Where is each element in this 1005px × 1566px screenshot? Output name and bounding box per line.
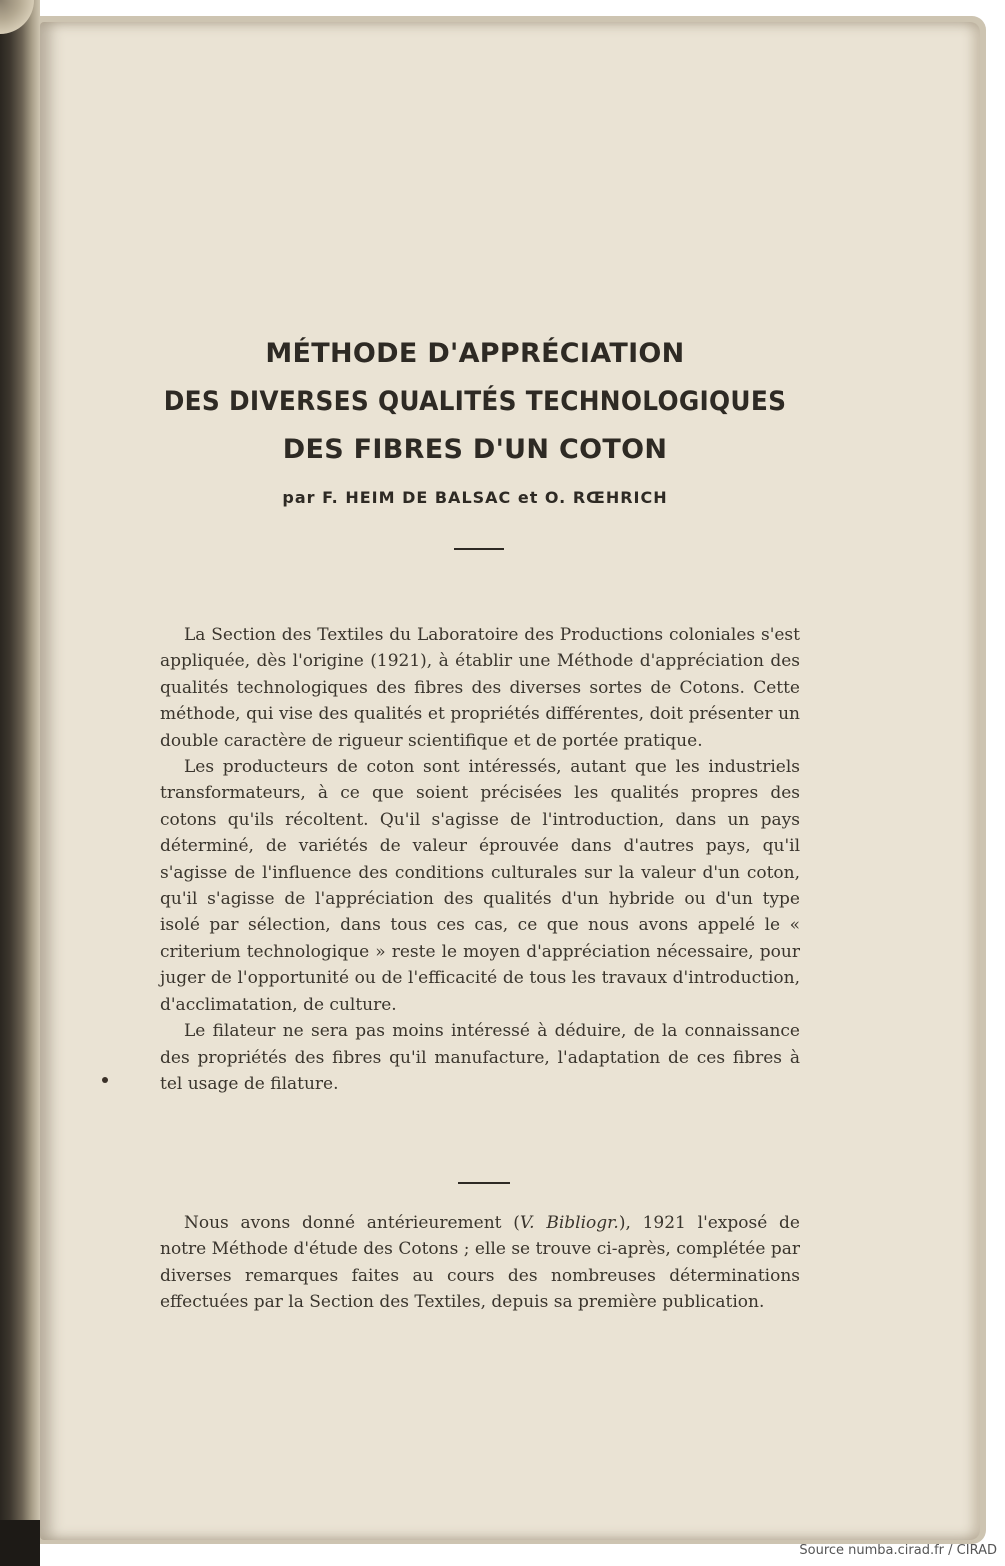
paragraph-4-text-b: ), 1921 l'exposé de notre Méthode d'étude des Cotons ; elle se trouve ci-après, complétée par diverses remarques faites au cours des nombreuses déterminations effectuées par la Section des Textiles, depuis sa première publication.	[160, 1213, 800, 1313]
book-spine	[0, 0, 40, 1545]
paragraph-4	[160, 1210, 800, 1316]
separator-rule	[454, 548, 504, 550]
body-section-2	[160, 1210, 800, 1316]
article-authors: par F. HEIM DE BALSAC et O. RŒHRICH	[282, 488, 668, 507]
paragraph-2: Les producteurs de coton sont intéressés, autant que les industriels transformateurs, à ce que soient précisées les qualités propres des cotons qu'ils récoltent. Qu'il s'agisse de l'introduction, dans un pays déterminé, de variétés de valeur éprouvée dans d'autres pays, qu'il s'agisse de l'influence des conditions culturales sur la valeur d'un coton, qu'il s'agisse de l'appréciation des qualités d'un hybride ou d'un type isolé par sélection, dans tous ces cas, ce que nous avons appelé le « criterium technologique » reste le moyen d'appréciation nécessaire, pour juger de l'opportunité ou de l'efficacité de tous les travaux d'introduction, d'acclimatation, de culture.	[160, 757, 800, 1015]
paragraph-1: La Section des Textiles du Laboratoire des Productions coloniales s'est appliquée, dès l'origine (1921), à établir une Méthode d'appréciation des qualités technologiques des fibres des diverses sortes de Cotons. Cette méthode, qui vise des qualités et propriétés différentes, doit présenter un double caractère de rigueur scientifique et de portée pratique.	[160, 625, 800, 751]
title-line-1: MÉTHODE D'APPRÉCIATION	[265, 338, 685, 369]
title-line-3: DES FIBRES D'UN COTON	[282, 434, 668, 465]
margin-mark	[102, 1077, 108, 1083]
article-title	[110, 330, 840, 474]
paragraph-3: Le filateur ne sera pas moins intéressé à déduire, de la connaissance des propriétés des fibres qu'il manufacture, l'adaptation de ces fibres à tel usage de filature.	[160, 1021, 800, 1094]
spine-bottom	[0, 1520, 40, 1566]
title-line-2: DES DIVERSES QUALITÉS TECHNOLOGIQUES	[163, 386, 787, 417]
separator-rule	[458, 1182, 510, 1184]
body-section-1	[160, 622, 800, 1097]
source-credit: Source numba.cirad.fr / CIRAD	[799, 1543, 997, 1558]
paragraph-4-text-a: Nous avons donné antérieurement (	[184, 1213, 520, 1233]
bibliography-reference: V. Bibliogr.	[519, 1213, 619, 1233]
